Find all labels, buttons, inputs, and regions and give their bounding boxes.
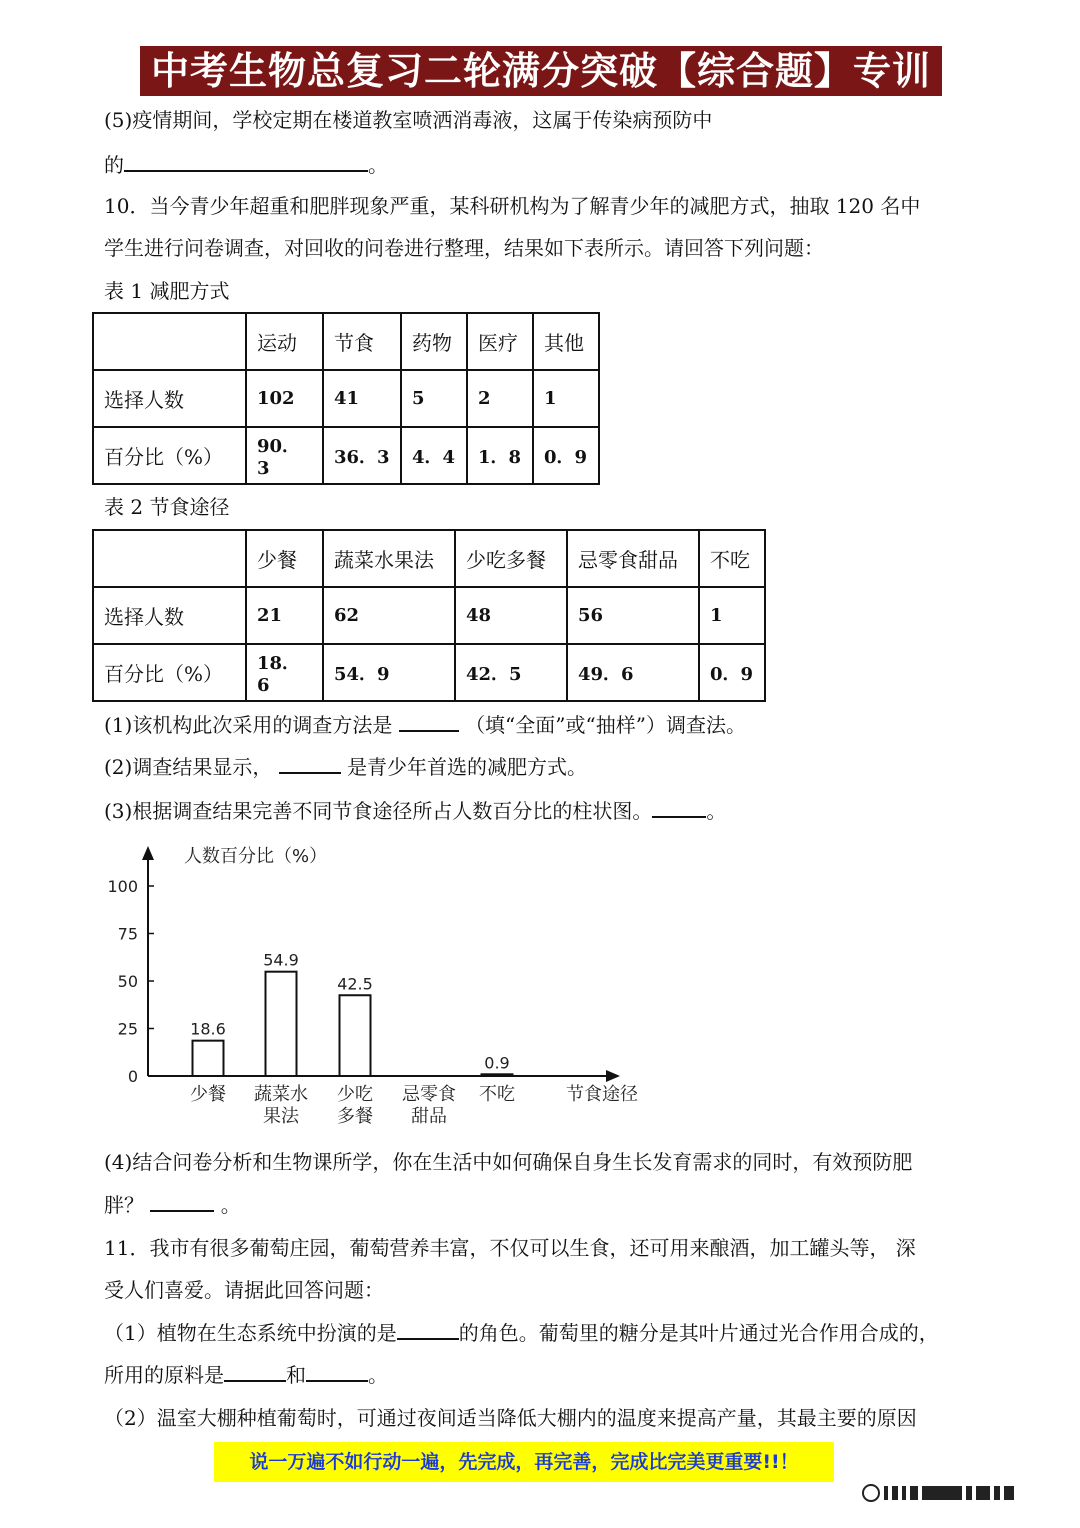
table-row bbox=[93, 427, 599, 484]
table2-caption: 表 2 节食途径 bbox=[104, 495, 230, 519]
table-cell: 56 bbox=[567, 587, 699, 644]
table2-diet-approaches bbox=[92, 529, 766, 702]
q10-part3-post: 。 bbox=[706, 799, 727, 823]
table-cell: 62 bbox=[323, 587, 455, 644]
answer-blank[interactable] bbox=[397, 1318, 459, 1340]
q10-part3 bbox=[104, 796, 726, 825]
x-tick-label: 忌零食 bbox=[402, 1084, 456, 1105]
q10-part3-pre: (3)根据调查结果完善不同节食途径所占人数百分比的柱状图。 bbox=[104, 799, 653, 823]
q10-stem-line2: 学生进行问卷调查，对回收的问卷进行整理，结果如下表所示。请回答下列问题： bbox=[104, 236, 824, 260]
x-axis-label: 节食途径 bbox=[566, 1084, 638, 1105]
answer-blank[interactable] bbox=[124, 150, 368, 172]
table-header-cell: 忌零食甜品 bbox=[567, 530, 699, 587]
answer-blank[interactable] bbox=[224, 1360, 286, 1382]
answer-blank[interactable] bbox=[306, 1360, 368, 1382]
watermark-bars-icon bbox=[862, 1484, 1014, 1502]
y-axis-label: 人数百分比（%） bbox=[184, 846, 328, 867]
y-tick-label: 50 bbox=[117, 972, 138, 991]
x-tick-label: 少餐 bbox=[190, 1084, 226, 1105]
y-tick-label: 0 bbox=[127, 1067, 138, 1086]
q11-part1-line2 bbox=[104, 1360, 388, 1389]
q11-part2-line1: （2）温室大棚种植葡萄时，可通过夜间适当降低大棚内的温度来提高产量，其最主要的原因 bbox=[104, 1406, 917, 1430]
answer-blank[interactable] bbox=[652, 796, 706, 818]
table-cell: 48 bbox=[455, 587, 567, 644]
table-cell: 18．6 bbox=[246, 644, 323, 701]
table-header-cell: 不吃 bbox=[699, 530, 765, 587]
q10-stem-line1: 10．当今青少年超重和肥胖现象严重，某科研机构为了解青少年的减肥方式，抽取 120 名中 bbox=[104, 194, 921, 218]
x-tick-label: 不吃 bbox=[479, 1084, 515, 1105]
q9-part5-pre: 的 bbox=[104, 153, 124, 177]
table1-weight-loss-methods bbox=[92, 312, 600, 485]
page-title-banner: 中考生物总复习二轮满分突破【综合题】专训 bbox=[140, 46, 942, 96]
table-cell: 1 bbox=[699, 587, 765, 644]
table-cell: 4．4 bbox=[401, 427, 467, 484]
y-tick-label: 75 bbox=[117, 924, 138, 944]
q11-part1-line2-pre: 所用的原料是 bbox=[104, 1363, 224, 1387]
table-row-label: 百分比（%） bbox=[93, 427, 246, 484]
x-tick-label: 蔬菜水 bbox=[254, 1084, 308, 1105]
table-header-cell: 节食 bbox=[323, 313, 401, 370]
table-row-label: 选择人数 bbox=[93, 587, 246, 644]
bar-value-label: 0.9 bbox=[484, 1053, 510, 1073]
table-header-cell: 医疗 bbox=[467, 313, 533, 370]
answer-blank[interactable] bbox=[399, 710, 459, 732]
y-axis-arrow-icon bbox=[142, 846, 154, 860]
motto-banner: 说一万遍不如行动一遍，先完成，再完善，完成比完美更重要!!！ bbox=[214, 1442, 834, 1482]
table-cell: 54．9 bbox=[323, 644, 455, 701]
q10-part1-pre: (1)该机构此次采用的调查方法是 bbox=[104, 713, 393, 737]
table-row-label: 百分比（%） bbox=[93, 644, 246, 701]
table-header-cell bbox=[93, 530, 246, 587]
table-cell: 36．3 bbox=[323, 427, 401, 484]
table-cell: 2 bbox=[467, 370, 533, 427]
x-tick-label: 甜品 bbox=[411, 1106, 447, 1127]
table-cell: 0．9 bbox=[533, 427, 599, 484]
q10-part4-line2 bbox=[104, 1190, 241, 1219]
table-cell: 41 bbox=[323, 370, 401, 427]
y-tick-label: 25 bbox=[117, 1019, 138, 1039]
table-header-cell: 其他 bbox=[533, 313, 599, 370]
q10-part2 bbox=[104, 752, 587, 781]
y-tick-label: 100 bbox=[107, 877, 138, 896]
diet-approach-bar-chart bbox=[90, 838, 670, 1138]
table-cell: 0．9 bbox=[699, 644, 765, 701]
bar bbox=[193, 1041, 224, 1076]
table1-caption: 表 1 减肥方式 bbox=[104, 279, 230, 303]
table-row-label: 选择人数 bbox=[93, 370, 246, 427]
table-cell: 5 bbox=[401, 370, 467, 427]
q11-part1-pre: （1）植物在生态系统中扮演的是 bbox=[104, 1321, 397, 1345]
q10-part1-post: （填“全面”或“抽样”）调查法。 bbox=[465, 713, 746, 737]
table-cell: 1．8 bbox=[467, 427, 533, 484]
table-cell: 102 bbox=[246, 370, 323, 427]
q11-part1-line1 bbox=[104, 1318, 939, 1347]
q10-part4-line1: (4)结合问卷分析和生物课所学，你在生活中如何确保自身生长发育需求的同时，有效预防肥 bbox=[104, 1150, 913, 1174]
q9-part5-line2 bbox=[104, 150, 388, 179]
table-header-cell bbox=[93, 313, 246, 370]
x-axis-arrow-icon bbox=[606, 1070, 620, 1082]
table-header-cell: 运动 bbox=[246, 313, 323, 370]
bar-value-label: 18.6 bbox=[190, 1019, 226, 1039]
x-tick-label: 多餐 bbox=[337, 1106, 373, 1127]
table-header-row bbox=[93, 530, 765, 587]
bar bbox=[482, 1074, 513, 1076]
q10-part1 bbox=[104, 710, 746, 739]
q11-stem-line1: 11．我市有很多葡萄庄园，葡萄营养丰富，不仅可以生食，还可用来酿酒，加工罐头等， 深 bbox=[104, 1236, 916, 1260]
q11-part1-post: 的角色。葡萄里的糖分是其叶片通过光合作用合成的， bbox=[458, 1321, 939, 1345]
q10-part4-pre: 胖？ bbox=[104, 1193, 144, 1217]
table-header-cell: 蔬菜水果法 bbox=[323, 530, 455, 587]
q11-part1-line2-post: 。 bbox=[368, 1363, 388, 1387]
q9-part5-line1: (5)疫情期间，学校定期在楼道教室喷洒消毒液，这属于传染病预防中 bbox=[104, 108, 713, 132]
table-cell: 90．3 bbox=[246, 427, 323, 484]
table-cell: 49．6 bbox=[567, 644, 699, 701]
table-cell: 21 bbox=[246, 587, 323, 644]
bar-value-label: 54.9 bbox=[263, 950, 299, 970]
q11-part1-line2-mid: 和 bbox=[286, 1363, 306, 1387]
table-header-row bbox=[93, 313, 599, 370]
q9-part5-post: 。 bbox=[368, 153, 388, 177]
table-row bbox=[93, 644, 765, 701]
table-row bbox=[93, 370, 599, 427]
x-tick-label: 少吃 bbox=[337, 1084, 373, 1105]
x-tick-label: 果法 bbox=[263, 1106, 299, 1127]
answer-blank[interactable] bbox=[279, 752, 341, 774]
bar bbox=[266, 972, 297, 1076]
table-header-cell: 药物 bbox=[401, 313, 467, 370]
q10-part2-pre: (2)调查结果显示， bbox=[104, 755, 273, 779]
bar-value-label: 42.5 bbox=[337, 974, 373, 994]
q10-part4-post: 。 bbox=[220, 1193, 241, 1217]
bar bbox=[340, 995, 371, 1076]
table-row bbox=[93, 587, 765, 644]
table-header-cell: 少餐 bbox=[246, 530, 323, 587]
table-cell: 42．5 bbox=[455, 644, 567, 701]
table-header-cell: 少吃多餐 bbox=[455, 530, 567, 587]
q11-stem-line2: 受人们喜爱。请据此回答问题： bbox=[104, 1278, 384, 1302]
answer-blank[interactable] bbox=[150, 1190, 214, 1212]
q10-part2-post: 是青少年首选的减肥方式。 bbox=[347, 755, 588, 779]
table-cell: 1 bbox=[533, 370, 599, 427]
